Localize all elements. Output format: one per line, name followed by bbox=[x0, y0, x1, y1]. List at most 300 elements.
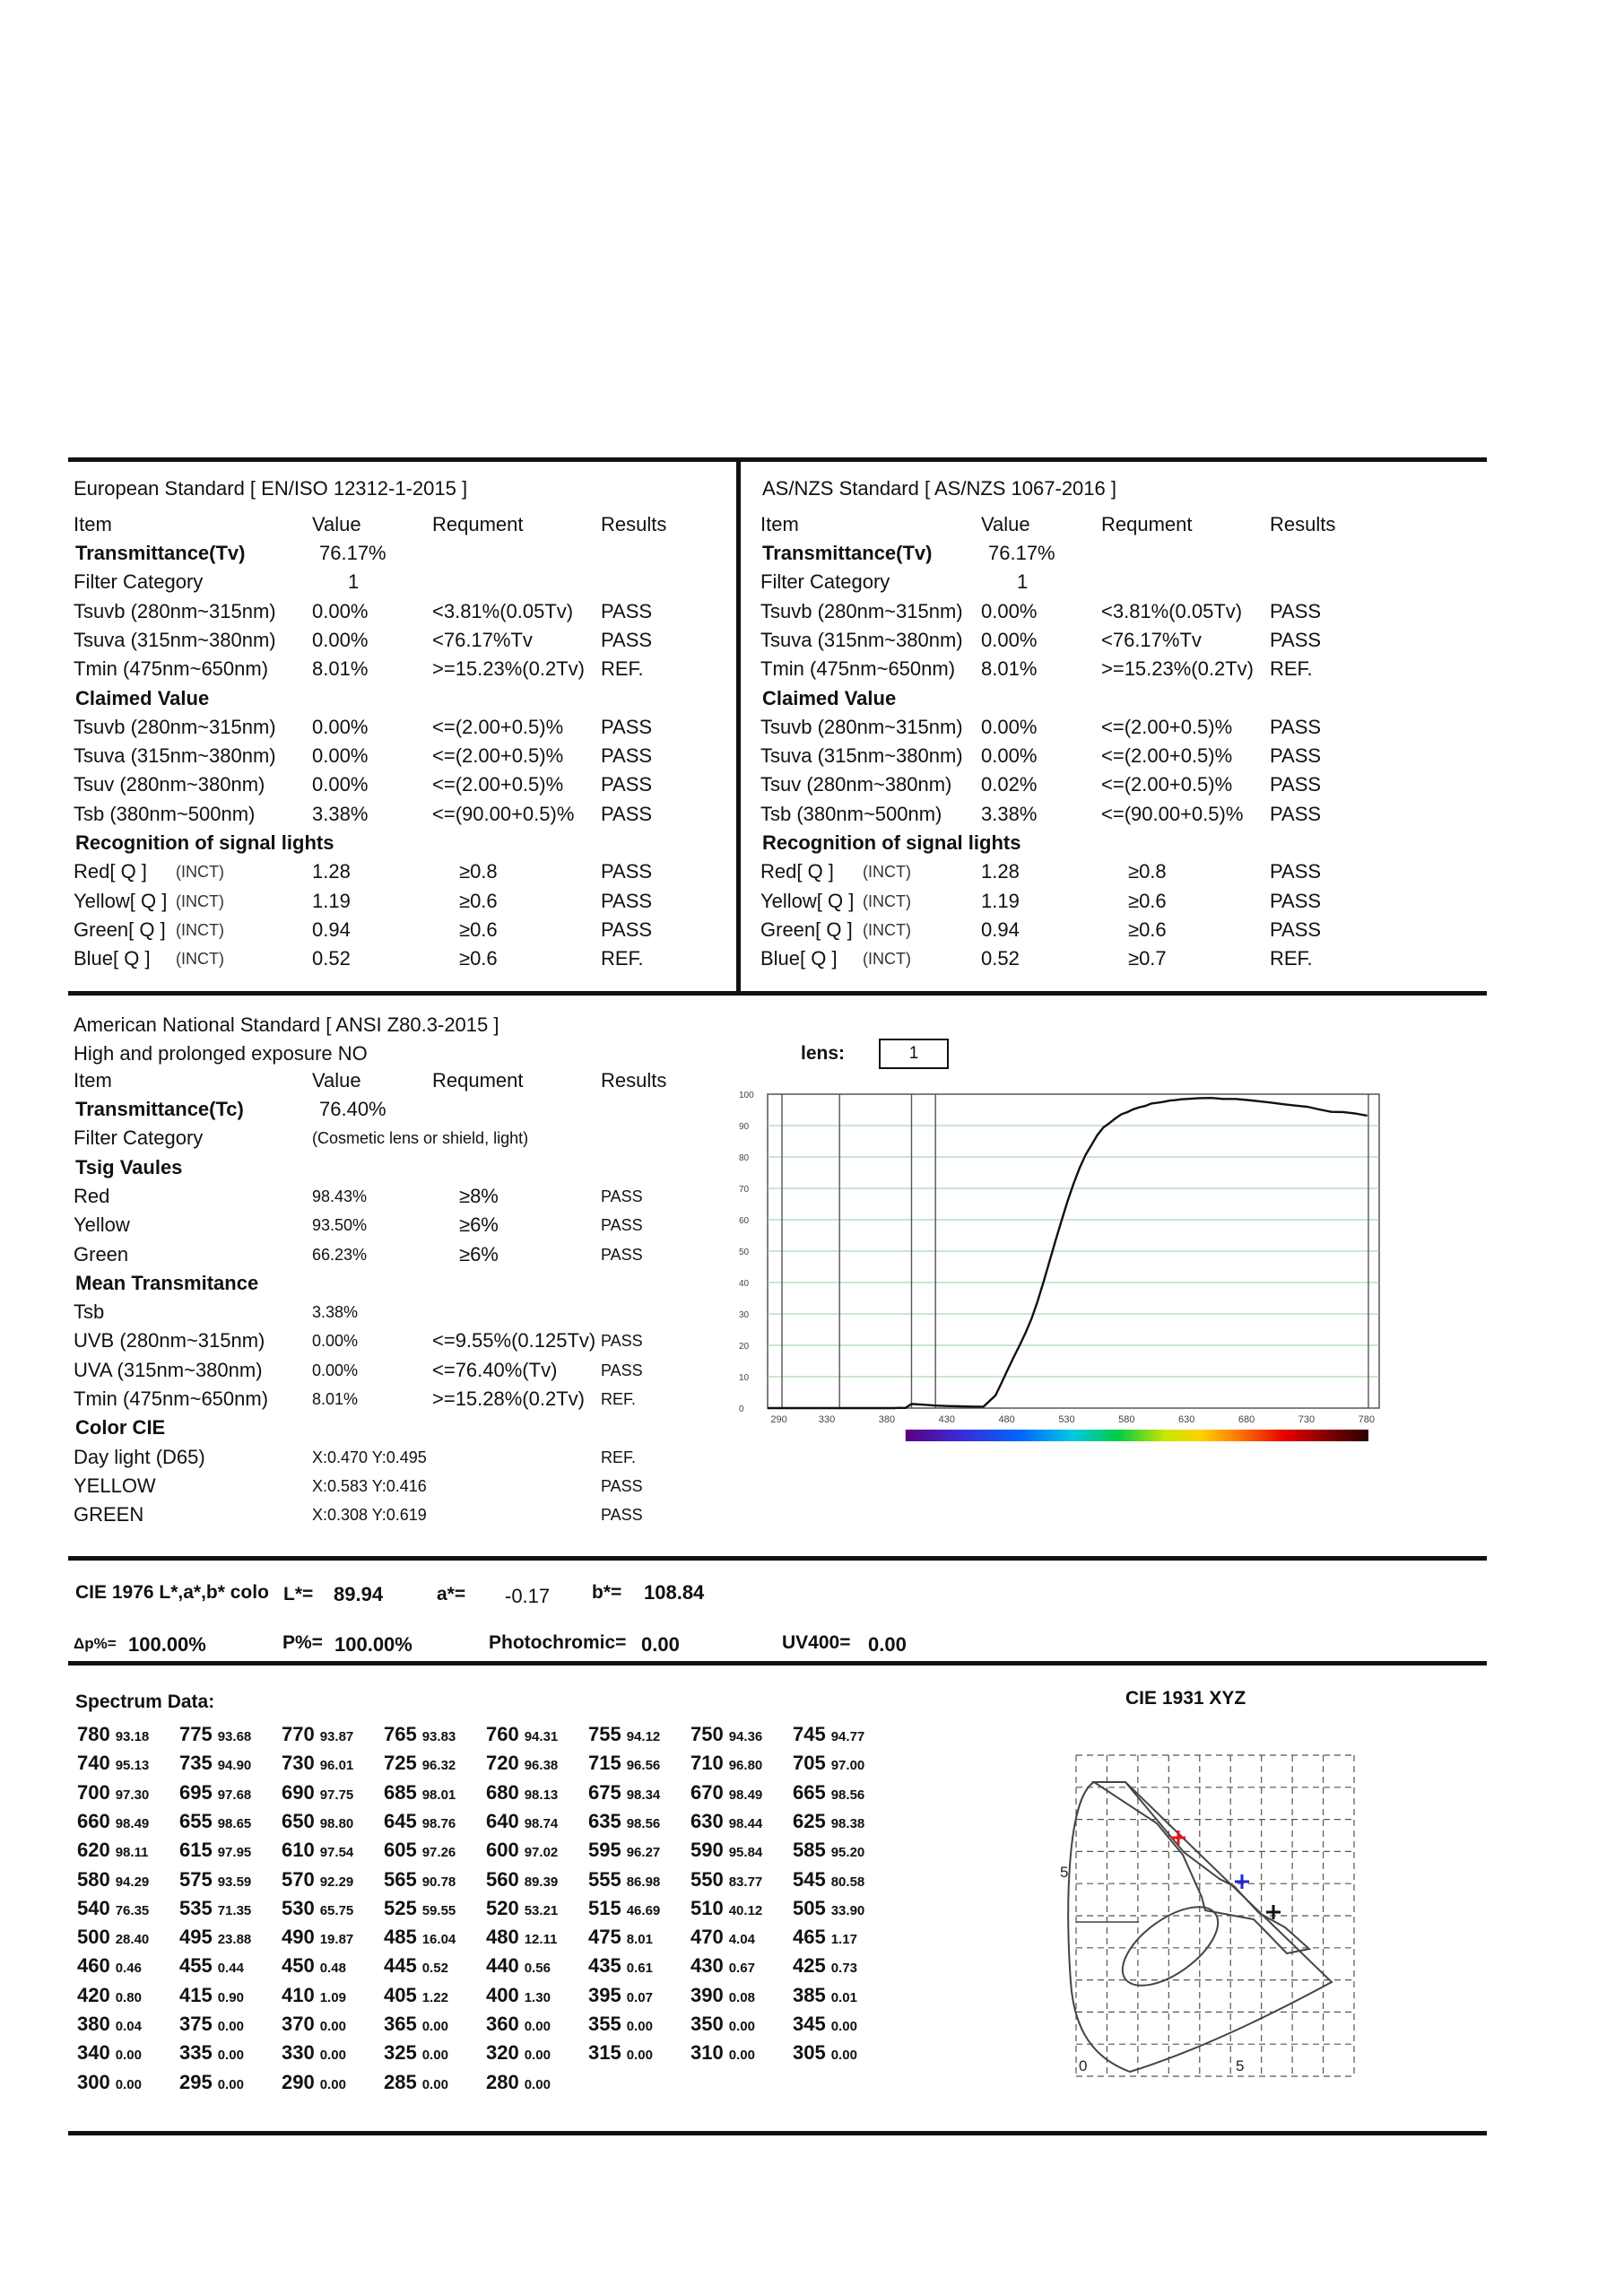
spectrum-wavelength: 550 bbox=[690, 1867, 724, 1891]
chart-y-tick-label: 80 bbox=[739, 1153, 750, 1163]
spectrum-wavelength: 455 bbox=[179, 1954, 213, 1978]
spectrum-wavelength: 370 bbox=[282, 2013, 315, 2035]
spectrum-wavelength: 540 bbox=[77, 1896, 110, 1919]
dp-label: Δp%= bbox=[74, 1635, 117, 1652]
spectrum-wavelength: 400 bbox=[486, 1983, 519, 2006]
ansi-value-cell: 0.00% bbox=[312, 1361, 359, 1379]
spectrum-wavelength: 715 bbox=[588, 1752, 621, 1775]
ansi-row bbox=[74, 1183, 719, 1210]
spectrum-wavelength: 650 bbox=[282, 1809, 315, 1832]
ansi-row bbox=[74, 1473, 719, 1500]
spectrum-wavelength: 530 bbox=[282, 1896, 315, 1919]
spectrum-cell bbox=[793, 1866, 864, 1894]
ansi-row bbox=[74, 1386, 719, 1413]
spectrum-value: 94.77 bbox=[830, 1729, 865, 1744]
cie-ellipse-outer bbox=[1109, 1892, 1231, 2000]
as-row bbox=[760, 830, 1406, 857]
spectrum-cell bbox=[282, 1720, 353, 1749]
eu-value-cell: 1.19 bbox=[312, 889, 351, 912]
spectrum-cell bbox=[282, 1952, 346, 1980]
cie-l-value: 89.94 bbox=[334, 1583, 384, 1605]
spectrum-wavelength: 580 bbox=[77, 1867, 110, 1891]
ansi-value-cell: 0.00% bbox=[312, 1332, 359, 1351]
spectrum-value: 98.38 bbox=[830, 1815, 865, 1831]
spectrum-wavelength: 535 bbox=[179, 1896, 213, 1919]
spectrum-wavelength: 385 bbox=[793, 1983, 826, 2006]
as-row bbox=[760, 656, 1406, 683]
spectrum-wavelength: 325 bbox=[384, 2041, 417, 2065]
spectrum-value: 98.44 bbox=[728, 1815, 763, 1831]
as-inct-label: (INCT) bbox=[863, 950, 911, 969]
spectrum-cell bbox=[77, 1866, 149, 1894]
spectrum-wavelength: 475 bbox=[588, 1926, 621, 1949]
eu-res-cell: PASS bbox=[601, 889, 653, 912]
chart-x-tick-label: 730 bbox=[1298, 1414, 1316, 1425]
eu-item-label: Tsb (380nm~500nm) bbox=[74, 802, 256, 825]
spectrum-wavelength: 335 bbox=[179, 2041, 213, 2065]
spectrum-cell bbox=[486, 1807, 558, 1836]
spectrum-value: 98.80 bbox=[319, 1815, 354, 1831]
chart-x-tick-label: 330 bbox=[818, 1414, 836, 1425]
spectrum-value: 96.01 bbox=[319, 1758, 354, 1774]
eu-row bbox=[74, 917, 719, 944]
spectrum-wavelength: 720 bbox=[486, 1752, 519, 1775]
spectrum-value: 98.11 bbox=[115, 1845, 149, 1861]
spectrum-cell bbox=[77, 1981, 142, 2010]
spectrum-value: 96.27 bbox=[626, 1845, 661, 1861]
spectrum-wavelength: 280 bbox=[486, 2070, 519, 2093]
spectrum-wavelength: 760 bbox=[486, 1723, 519, 1745]
spectrum-wavelength: 505 bbox=[793, 1896, 826, 1919]
as-row bbox=[760, 888, 1406, 915]
spectrum-cell bbox=[77, 1923, 149, 1952]
cie-b-value: 108.84 bbox=[644, 1581, 705, 1604]
ansi-value-cell: 93.50% bbox=[312, 1216, 368, 1235]
spectrum-value: 0.90 bbox=[217, 1989, 244, 2005]
spectrum-cell bbox=[282, 2039, 346, 2067]
eu-value-cell: 8.01% bbox=[312, 657, 369, 681]
spectrum-wavelength: 430 bbox=[690, 1954, 724, 1978]
spectrum-cell bbox=[77, 1749, 149, 1778]
spectrum-wavelength: 665 bbox=[793, 1780, 826, 1804]
spectrum-value: 97.26 bbox=[421, 1845, 456, 1861]
as-item-label: Tsuva (315nm~380nm) bbox=[760, 628, 963, 651]
spectrum-value: 98.76 bbox=[421, 1815, 456, 1831]
spectrum-value: 94.12 bbox=[626, 1729, 661, 1744]
spectrum-value: 92.29 bbox=[319, 1874, 354, 1890]
eu-row bbox=[74, 888, 719, 915]
ansi-res-cell: PASS bbox=[601, 1506, 643, 1525]
ansi-header-res: Results bbox=[601, 1069, 667, 1091]
ansi-header-item: Item bbox=[74, 1069, 112, 1091]
chart-y-tick-label: 40 bbox=[739, 1279, 750, 1289]
spectrum-wavelength: 490 bbox=[282, 1926, 315, 1949]
eu-value-cell: 3.38% bbox=[312, 802, 369, 825]
eu-row bbox=[74, 858, 719, 885]
eu-item-label: Tsuva (315nm~380nm) bbox=[74, 628, 276, 651]
eu-row bbox=[74, 569, 719, 596]
spectrum-value: 0.48 bbox=[319, 1961, 346, 1977]
ansi-res-cell: PASS bbox=[601, 1187, 643, 1205]
spectrum-value: 98.49 bbox=[115, 1815, 150, 1831]
cie-label-origin: 0 bbox=[1079, 2057, 1088, 2074]
ansi-res-cell: REF. bbox=[601, 1448, 637, 1466]
spectrum-wavelength: 695 bbox=[179, 1780, 213, 1804]
spectrum-value: 94.29 bbox=[115, 1874, 150, 1890]
as-row bbox=[760, 598, 1406, 625]
mid-rule-1 bbox=[68, 991, 1487, 996]
spectrum-value: 0.00 bbox=[830, 2048, 857, 2064]
spectrum-wavelength: 420 bbox=[77, 1983, 110, 2006]
as-header-value: Value bbox=[981, 513, 1030, 535]
spectrum-value: 65.75 bbox=[319, 1902, 354, 1918]
spectrum-wavelength: 405 bbox=[384, 1983, 417, 2006]
ansi-req-cell: ≥8% bbox=[459, 1184, 499, 1207]
spectrum-value: 89.39 bbox=[524, 1874, 559, 1890]
chart-x-tick-label: 530 bbox=[1058, 1414, 1075, 1425]
as-value-cell: 3.38% bbox=[981, 802, 1038, 825]
spectrum-cell bbox=[179, 1779, 251, 1807]
spectrum-value: 1.22 bbox=[421, 1989, 448, 2005]
spectrum-value: 12.11 bbox=[524, 1932, 558, 1948]
spectrum-cell bbox=[384, 1836, 456, 1865]
spectrum-value: 0.00 bbox=[319, 2048, 346, 2064]
eu-item-label: Tmin (475nm~650nm) bbox=[74, 657, 269, 681]
spectrum-value: 98.49 bbox=[728, 1787, 763, 1803]
cie-l-label: L*= bbox=[283, 1584, 314, 1605]
eu-row bbox=[74, 743, 719, 770]
spectrum-cell bbox=[384, 2010, 448, 2039]
uv400-value: 0.00 bbox=[868, 1633, 907, 1656]
spectrum-wavelength: 565 bbox=[384, 1867, 417, 1891]
cie1931-diagram bbox=[1058, 1744, 1363, 2085]
spectrum-cell bbox=[282, 2068, 346, 2097]
spectrum-wavelength: 615 bbox=[179, 1839, 213, 1862]
as-req-cell: <=(2.00+0.5)% bbox=[1101, 744, 1233, 768]
spectrum-cell bbox=[793, 1923, 857, 1952]
spectrum-value: 0.00 bbox=[830, 2019, 857, 2034]
spectrum-cell bbox=[793, 1981, 857, 2010]
spectrum-wavelength: 470 bbox=[690, 1926, 724, 1949]
eu-req-cell: <76.17%Tv bbox=[432, 628, 533, 651]
as-inct-label: (INCT) bbox=[863, 863, 911, 882]
ansi-row bbox=[74, 1096, 719, 1123]
spectrum-wavelength: 395 bbox=[588, 1983, 621, 2006]
eu-item-label: Filter Category bbox=[74, 570, 204, 594]
as-value-cell: 0.52 bbox=[981, 947, 1020, 970]
spectrum-wavelength: 425 bbox=[793, 1954, 826, 1978]
spectrum-cell bbox=[384, 2068, 448, 2097]
as-value-cell: 76.17% bbox=[988, 542, 1055, 564]
bottom-rule bbox=[68, 2131, 1487, 2135]
ansi-res-cell: PASS bbox=[601, 1332, 643, 1351]
spectrum-value: 0.00 bbox=[115, 2048, 142, 2064]
spectrum-value: 0.00 bbox=[524, 2048, 551, 2064]
as-res-cell: PASS bbox=[1270, 860, 1322, 883]
ansi-title: American National Standard [ ANSI Z80.3-2015 ] bbox=[74, 1013, 499, 1036]
spectrum-cell bbox=[282, 1807, 353, 1836]
spectrum-value: 96.80 bbox=[728, 1758, 763, 1774]
spectrum-value: 0.44 bbox=[217, 1961, 244, 1977]
spectrum-value: 93.68 bbox=[217, 1729, 252, 1744]
spectrum-wavelength: 680 bbox=[486, 1780, 519, 1804]
cie-label-x5: 5 bbox=[1236, 2057, 1245, 2074]
spectrum-value: 0.46 bbox=[115, 1961, 142, 1977]
spectrum-value: 98.56 bbox=[830, 1787, 865, 1803]
spectrum-value: 0.00 bbox=[626, 2019, 653, 2034]
spectrum-value: 0.00 bbox=[728, 2048, 755, 2064]
spectrum-cell bbox=[77, 1779, 149, 1807]
eu-item-label: Yellow[ Q ] bbox=[74, 889, 168, 912]
spectrum-cell bbox=[588, 1749, 660, 1778]
as-req-cell: ≥0.8 bbox=[1128, 860, 1167, 883]
eu-inct-label: (INCT) bbox=[176, 891, 224, 910]
photochromic-value: 0.00 bbox=[641, 1633, 680, 1656]
ansi-value-cell: 76.40% bbox=[319, 1098, 386, 1120]
eu-title: European Standard [ EN/ISO 12312-1-2015 ] bbox=[74, 477, 468, 500]
spectrum-value: 90.78 bbox=[421, 1874, 456, 1890]
ansi-req-cell: <=76.40%(Tv) bbox=[432, 1358, 558, 1381]
spectrum-wavelength: 315 bbox=[588, 2041, 621, 2065]
ansi-item-label: Day light (D65) bbox=[74, 1445, 205, 1468]
as-res-cell: PASS bbox=[1270, 802, 1322, 825]
spectrum-value: 0.04 bbox=[115, 2019, 142, 2034]
ansi-res-cell: PASS bbox=[601, 1476, 643, 1495]
spectrum-value: 0.67 bbox=[728, 1961, 755, 1977]
cie-label-y5: 5 bbox=[1060, 1864, 1069, 1881]
spectrum-wavelength: 775 bbox=[179, 1723, 213, 1745]
chart-y-tick-label: 60 bbox=[739, 1216, 750, 1226]
ansi-item-label: Tmin (475nm~650nm) bbox=[74, 1387, 269, 1410]
spectrum-value: 0.00 bbox=[217, 2048, 244, 2064]
as-item-label: Tsuvb (280nm~315nm) bbox=[760, 715, 963, 738]
as-row bbox=[760, 945, 1406, 972]
spectrum-wavelength: 735 bbox=[179, 1752, 213, 1775]
eu-row bbox=[74, 598, 719, 625]
spectrum-cell bbox=[793, 1807, 864, 1836]
spectrum-wavelength: 460 bbox=[77, 1954, 110, 1978]
as-value-cell: 1.28 bbox=[981, 860, 1020, 883]
as-header-row bbox=[760, 511, 1406, 538]
spectrum-wavelength: 750 bbox=[690, 1723, 724, 1745]
chart-x-tick-label: 780 bbox=[1358, 1414, 1375, 1425]
spectrum-cell bbox=[690, 1894, 762, 1923]
spectrum-cell bbox=[690, 1923, 755, 1952]
ansi-row bbox=[74, 1501, 719, 1528]
spectrum-wavelength: 410 bbox=[282, 1983, 315, 2006]
as-title: AS/NZS Standard [ AS/NZS 1067-2016 ] bbox=[762, 477, 1116, 500]
eu-row bbox=[74, 945, 719, 972]
ansi-req-cell: >=15.28%(0.2Tv) bbox=[432, 1387, 585, 1410]
spectrum-value: 97.02 bbox=[524, 1845, 559, 1861]
as-row bbox=[760, 743, 1406, 770]
spectrum-value: 0.00 bbox=[626, 2048, 653, 2064]
eu-row bbox=[74, 656, 719, 683]
spectrum-value: 0.01 bbox=[830, 1989, 857, 2005]
spectrum-cell bbox=[282, 2010, 346, 2039]
spectrum-wavelength: 560 bbox=[486, 1867, 519, 1891]
p-label: P%= bbox=[282, 1632, 323, 1653]
as-item-label: Red[ Q ] bbox=[760, 860, 834, 883]
spectrum-cell bbox=[793, 1779, 864, 1807]
spectrum-wavelength: 305 bbox=[793, 2041, 826, 2065]
spectrum-wavelength: 520 bbox=[486, 1896, 519, 1919]
as-item-label: Yellow[ Q ] bbox=[760, 889, 855, 912]
spectrum-cell bbox=[384, 1923, 456, 1952]
as-value-cell: 0.02% bbox=[981, 773, 1038, 796]
spectrum-value: 16.04 bbox=[421, 1932, 456, 1948]
spectrum-wavelength: 700 bbox=[77, 1780, 110, 1804]
uv400-label: UV400= bbox=[782, 1632, 851, 1653]
eu-item-label: Green[ Q ] bbox=[74, 918, 166, 941]
spectrum-wavelength: 480 bbox=[486, 1926, 519, 1949]
spectrum-cell bbox=[486, 1720, 558, 1749]
spectrum-wavelength: 630 bbox=[690, 1809, 724, 1832]
spectrum-cell bbox=[179, 1720, 251, 1749]
as-row bbox=[760, 858, 1406, 885]
eu-res-cell: PASS bbox=[601, 599, 653, 622]
spectrum-wavelength: 690 bbox=[282, 1780, 315, 1804]
eu-req-cell: ≥0.8 bbox=[459, 860, 498, 883]
eu-item-label: Tsuv (280nm~380nm) bbox=[74, 773, 265, 796]
eu-req-cell: <=(2.00+0.5)% bbox=[432, 773, 564, 796]
spectrum-wavelength: 590 bbox=[690, 1839, 724, 1862]
spectrum-cell bbox=[793, 1894, 864, 1923]
spectrum-value: 0.00 bbox=[524, 2076, 551, 2092]
eu-res-cell: PASS bbox=[601, 628, 653, 651]
eu-header-row bbox=[74, 511, 719, 538]
spectrum-wavelength: 755 bbox=[588, 1723, 621, 1745]
eu-item-label: Tsuva (315nm~380nm) bbox=[74, 744, 276, 768]
spectrum-wavelength: 740 bbox=[77, 1752, 110, 1775]
ansi-row bbox=[74, 1444, 719, 1471]
spectrum-wavelength: 635 bbox=[588, 1809, 621, 1832]
as-req-cell: <=(2.00+0.5)% bbox=[1101, 773, 1233, 796]
eu-res-cell: PASS bbox=[601, 773, 653, 796]
p-value: 100.00% bbox=[334, 1633, 413, 1656]
as-res-cell: REF. bbox=[1270, 657, 1313, 681]
cie-b-label: b*= bbox=[592, 1582, 622, 1603]
ansi-req-cell: ≥6% bbox=[459, 1213, 499, 1237]
eu-value-cell: 0.94 bbox=[312, 918, 351, 941]
spectrum-cell bbox=[690, 1779, 762, 1807]
ansi-item-label: GREEN bbox=[74, 1503, 144, 1526]
eu-req-cell: >=15.23%(0.2Tv) bbox=[432, 657, 585, 681]
spectrum-value: 95.20 bbox=[830, 1845, 865, 1861]
spectrum-value: 0.00 bbox=[421, 2019, 448, 2034]
ansi-row bbox=[74, 1241, 719, 1268]
ansi-item-label: Transmittance(Tc) bbox=[75, 1098, 244, 1120]
spectrum-cell bbox=[282, 1866, 353, 1894]
spectrum-value: 86.98 bbox=[626, 1874, 661, 1890]
top-rule bbox=[68, 457, 1487, 462]
eu-row bbox=[74, 830, 719, 857]
ansi-value-cell: 98.43% bbox=[312, 1187, 368, 1205]
as-res-cell: PASS bbox=[1270, 599, 1322, 622]
ansi-item-label: UVA (315nm~380nm) bbox=[74, 1358, 263, 1381]
spectrum-wavelength: 685 bbox=[384, 1780, 417, 1804]
spectrum-cell bbox=[77, 2068, 142, 2097]
chart-x-tick-label: 480 bbox=[998, 1414, 1015, 1425]
chart-y-tick-label: 0 bbox=[739, 1405, 744, 1414]
chart-spectrum-bar bbox=[906, 1430, 1368, 1441]
spectrum-value: 93.59 bbox=[217, 1874, 252, 1890]
cie-a-label: a*= bbox=[437, 1584, 466, 1605]
ansi-row bbox=[74, 1154, 719, 1181]
as-res-cell: PASS bbox=[1270, 715, 1322, 738]
ansi-row bbox=[74, 1270, 719, 1297]
spectrum-value: 98.01 bbox=[421, 1787, 456, 1803]
ansi-res-cell: PASS bbox=[601, 1216, 643, 1235]
eu-row bbox=[74, 685, 719, 712]
ansi-value-cell: 66.23% bbox=[312, 1245, 368, 1264]
eu-inct-label: (INCT) bbox=[176, 920, 224, 939]
spectrum-cell bbox=[690, 2010, 755, 2039]
ansi-item-label: Tsig Vaules bbox=[75, 1155, 183, 1178]
as-req-cell: <76.17%Tv bbox=[1101, 628, 1202, 651]
spectrum-cell bbox=[793, 2039, 857, 2067]
ansi-row bbox=[74, 1357, 719, 1384]
spectrum-value: 94.31 bbox=[524, 1729, 559, 1744]
as-req-cell: ≥0.7 bbox=[1128, 947, 1167, 970]
as-res-cell: PASS bbox=[1270, 744, 1322, 768]
spectrum-wavelength: 710 bbox=[690, 1752, 724, 1775]
spectrum-value: 93.87 bbox=[319, 1729, 354, 1744]
ansi-value-cell: 8.01% bbox=[312, 1390, 359, 1408]
spectrum-wavelength: 290 bbox=[282, 2070, 315, 2093]
spectrum-cell bbox=[588, 1779, 660, 1807]
spectrum-value: 1.17 bbox=[830, 1932, 857, 1948]
as-value-cell: 0.00% bbox=[981, 599, 1038, 622]
ansi-item-label: UVB (280nm~315nm) bbox=[74, 1329, 265, 1352]
spectrum-wavelength: 500 bbox=[77, 1926, 110, 1949]
eu-req-cell: <=(2.00+0.5)% bbox=[432, 715, 564, 738]
as-item-label: Tmin (475nm~650nm) bbox=[760, 657, 956, 681]
spectrum-value: 0.07 bbox=[626, 1989, 653, 2005]
spectrum-wavelength: 345 bbox=[793, 2013, 826, 2035]
mid-rule-3 bbox=[68, 1661, 1487, 1665]
eu-req-cell: ≥0.6 bbox=[459, 918, 498, 941]
spectrum-cell bbox=[486, 1952, 551, 1980]
as-value-cell: 0.00% bbox=[981, 628, 1038, 651]
as-row bbox=[760, 917, 1406, 944]
ansi-item-label: Yellow bbox=[74, 1213, 130, 1237]
spectrum-wavelength: 570 bbox=[282, 1867, 315, 1891]
as-header-req: Requment bbox=[1101, 513, 1193, 535]
eu-value-cell: 1 bbox=[348, 570, 360, 594]
spectrum-wavelength: 510 bbox=[690, 1896, 724, 1919]
spectrum-value: 0.08 bbox=[728, 1989, 755, 2005]
eu-value-cell: 0.00% bbox=[312, 599, 369, 622]
eu-value-cell: 1.28 bbox=[312, 860, 351, 883]
spectrum-value: 4.04 bbox=[728, 1932, 755, 1948]
chart-y-tick-label: 100 bbox=[739, 1091, 754, 1100]
ansi-item-label: Red bbox=[74, 1184, 110, 1207]
spectrum-wavelength: 625 bbox=[793, 1809, 826, 1832]
as-req-cell: ≥0.6 bbox=[1128, 918, 1167, 941]
eu-item-label: Tsuvb (280nm~315nm) bbox=[74, 715, 276, 738]
spectrum-cell bbox=[588, 1981, 653, 2010]
spectrum-cell bbox=[384, 1894, 456, 1923]
spectrum-cell bbox=[282, 1779, 353, 1807]
ansi-header-value: Value bbox=[312, 1069, 361, 1091]
spectrum-cell bbox=[282, 1894, 353, 1923]
eu-value-cell: 0.00% bbox=[312, 715, 369, 738]
spectrum-value: 94.90 bbox=[217, 1758, 252, 1774]
spectrum-value: 0.00 bbox=[421, 2076, 448, 2092]
spectrum-wavelength: 655 bbox=[179, 1809, 213, 1832]
spectrum-value: 94.36 bbox=[728, 1729, 763, 1744]
